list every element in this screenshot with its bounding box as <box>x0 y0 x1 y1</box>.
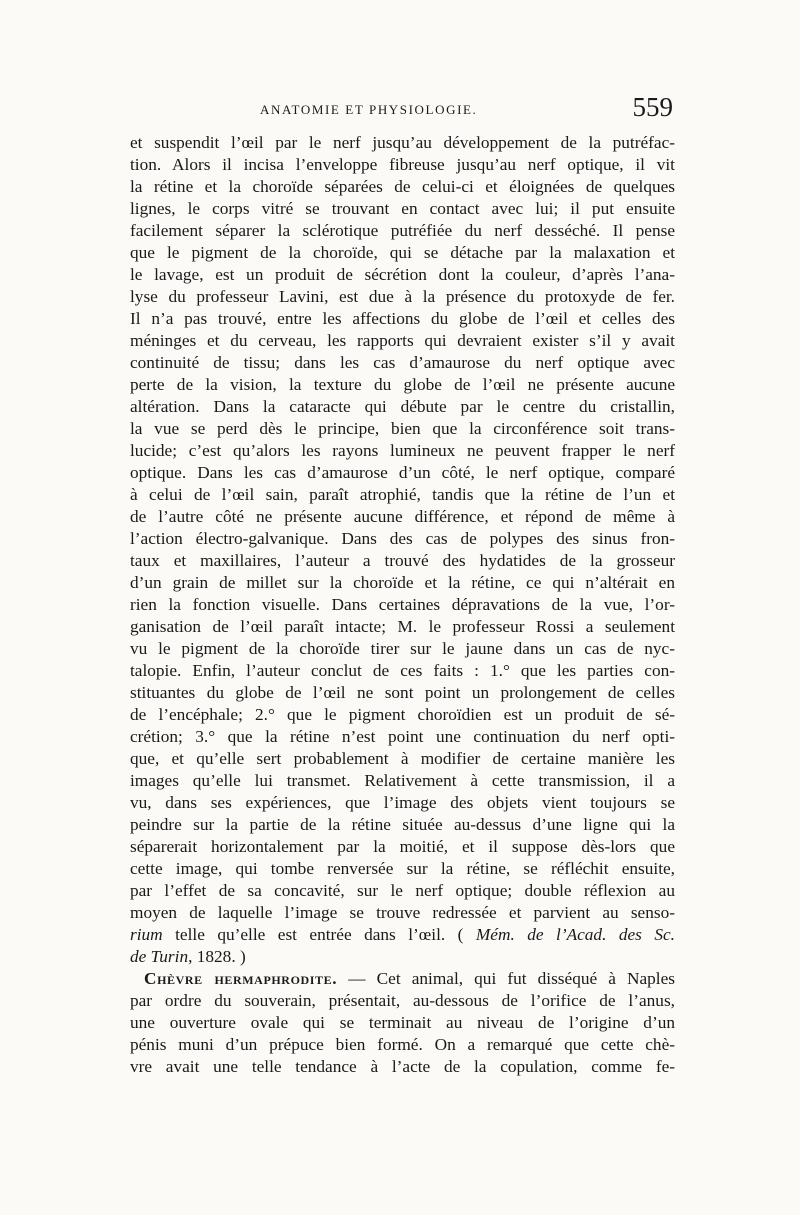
italic-word: rium <box>130 925 163 944</box>
text-line: que, et qu’elle sert probablement à modifier de certaine manière les <box>130 749 675 768</box>
text-line: de l’encéphale; 2.° que le pigment choroïdien est un produit de sé- <box>130 705 675 724</box>
text-line: à celui de l’œil sain, paraît atrophié, tandis que la rétine de l’un et <box>130 485 675 504</box>
line-text: telle qu’elle est entrée dans l’œil. ( <box>162 925 476 944</box>
text-line: peindre sur la partie de la rétine située au-dessus d’une ligne qui la <box>130 815 675 834</box>
text-line: par ordre du souverain, présentait, au-dessous de l’orifice de l’anus, <box>130 991 675 1010</box>
citation: Mém. de l’Acad. des Sc. <box>475 925 675 944</box>
text-line <box>130 924 675 946</box>
text-line: moyen de laquelle l’image se trouve redressée et parvient au senso- <box>130 903 675 922</box>
text-line <box>130 946 675 968</box>
text-line: et suspendit l’œil par le nerf jusqu’au développement de la putréfac- <box>130 133 675 152</box>
book-page <box>130 92 675 1078</box>
text-line: de l’autre côté ne présente aucune différence, et répond de même à <box>130 507 675 526</box>
text-line: optique. Dans les cas d’amaurose d’un côté, le nerf optique, comparé <box>130 463 675 482</box>
text-line: vu le pigment de la choroïde tirer sur le jaune dans un cas de nyc- <box>130 639 675 658</box>
text-line: méninges et du cerveau, les rapports qui devraient exister s’il y avait <box>130 331 675 350</box>
section-heading: Chèvre hermaphrodite. <box>144 969 338 988</box>
text-line: que le pigment de la choroïde, qui se détache par la malaxation et <box>130 243 675 262</box>
text-line: l’action électro-galvanique. Dans des cas de polypes des sinus fron- <box>130 529 675 548</box>
citation-end: de Turin <box>130 947 189 966</box>
text-line: rien la fonction visuelle. Dans certaines dépravations de la vue, l’or- <box>130 595 675 614</box>
line-text: , 1828. ) <box>188 947 246 966</box>
text-line: la vue se perd dès le principe, bien que la circonférence soit trans- <box>130 419 675 438</box>
text-line: images qu’elle lui transmet. Relativement à cette transmission, il a <box>130 771 675 790</box>
text-line: la rétine et la choroïde séparées de celui-ci et éloignées de quelques <box>130 177 675 196</box>
text-line: Il n’a pas trouvé, entre les affections du globe de l’œil et celles des <box>130 309 675 328</box>
running-title: ANATOMIE ET PHYSIOLOGIE. <box>260 102 478 117</box>
text-line: vu, dans ses expériences, que l’image des objets vient toujours se <box>130 793 675 812</box>
text-line: altération. Dans la cataracte qui débute par le centre du cristallin, <box>130 397 675 416</box>
text-line: d’un grain de millet sur la choroïde et la rétine, ce qui n’altérait en <box>130 573 675 592</box>
text-line: vre avait une telle tendance à l’acte de la copulation, comme fe- <box>130 1057 675 1076</box>
text-line: perte de la vision, la texture du globe de l’œil ne présente aucune <box>130 375 675 394</box>
text-line: lucide; c’est qu’alors les rayons lumineux ne peuvent frapper le nerf <box>130 441 675 460</box>
text-line: par l’effet de sa concavité, sur le nerf optique; double réflexion au <box>130 881 675 900</box>
page-number: 559 <box>632 92 673 122</box>
text-line: cette image, qui tombe renversée sur la rétine, se réfléchit ensuite, <box>130 859 675 878</box>
text-line: taux et maxillaires, l’auteur a trouvé des hydatides de la grosseur <box>130 551 675 570</box>
text-line: lignes, le corps vitré se trouvant en contact avec lui; il put ensuite <box>130 199 675 218</box>
line-text: — Cet animal, qui fut disséqué à Naples <box>337 969 675 988</box>
section-first-line <box>130 968 675 990</box>
text-line: stituantes du globe de l’œil ne sont point un prolongement de celles <box>130 683 675 702</box>
text-line: continuité de tissu; dans les cas d’amaurose du nerf optique avec <box>130 353 675 372</box>
text-line: crétion; 3.° que la rétine n’est point une continuation du nerf opti- <box>130 727 675 746</box>
text-line: ganisation de l’œil paraît intacte; M. le professeur Rossi a seulement <box>130 617 675 636</box>
text-line: le lavage, est un produit de sécrétion dont la couleur, d’après l’ana- <box>130 265 675 284</box>
text-line: pénis muni d’un prépuce bien formé. On a remarqué que cette chè- <box>130 1035 675 1054</box>
running-head <box>130 92 675 132</box>
text-line: talopie. Enfin, l’auteur conclut de ces faits : 1.° que les parties con- <box>130 661 675 680</box>
text-line: une ouverture ovale qui se terminait au niveau de l’origine d’un <box>130 1013 675 1032</box>
text-line: séparerait horizontalement par la moitié, et il suppose dès-lors que <box>130 837 675 856</box>
text-line: tion. Alors il incisa l’enveloppe fibreuse jusqu’au nerf optique, il vit <box>130 155 675 174</box>
text-line: facilement séparer la sclérotique putréfiée du nerf desséché. Il pense <box>130 221 675 240</box>
body-text <box>130 132 675 1078</box>
text-line: lyse du professeur Lavini, est due à la présence du protoxyde de fer. <box>130 287 675 306</box>
